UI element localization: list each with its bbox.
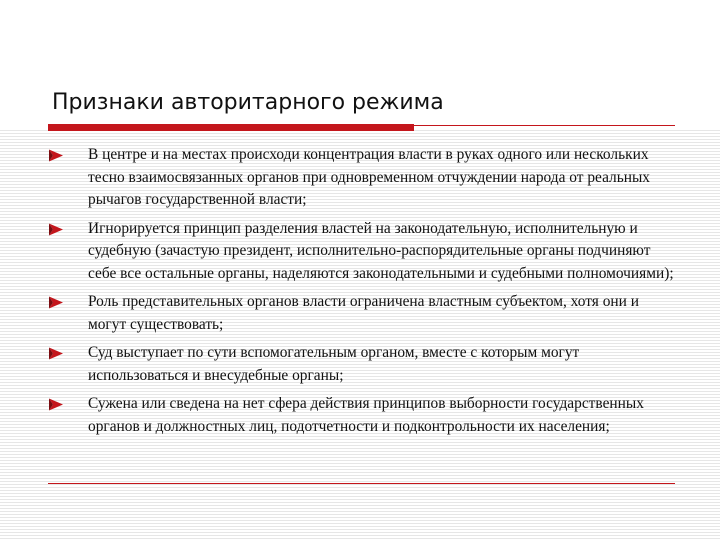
list-item <box>48 393 678 438</box>
list-item <box>48 144 678 212</box>
title-underline-thin <box>414 125 675 126</box>
list-item-text: Роль представительных органов власти ограничена властным субъектом, хотя они и могут существовать; <box>88 293 639 333</box>
arrow-bullet-icon <box>48 149 64 162</box>
arrow-bullet-icon <box>48 398 64 411</box>
arrow-bullet-icon <box>48 347 64 360</box>
list-item <box>48 291 678 336</box>
bullet-list <box>48 144 678 444</box>
title-underline-accent <box>48 124 414 131</box>
list-item-text: Сужена или сведена на нет сфера действия принципов выборности государственных органов и должностных лиц, подотчетности и подконтрольности их населения; <box>88 395 644 435</box>
arrow-bullet-icon <box>48 223 64 236</box>
list-item-text: Суд выступает по сути вспомогательным органом, вместе с которым могут использоваться и внесудебные органы; <box>88 344 580 384</box>
list-item <box>48 342 678 387</box>
slide-title: Признаки авторитарного режима <box>52 90 444 115</box>
list-item-text: Игнорируется принцип разделения властей на законодательную, исполнительную и судебную (зачастую президент, исполнительно-распорядительные органы подчиняют себе все остальные органы, наделяются законодательными и судебными полномочиями); <box>88 219 674 282</box>
footer-divider <box>48 483 675 484</box>
list-item <box>48 218 678 286</box>
list-item-text: В центре и на местах происходи концентрация власти в руках одного или нескольких тесно взаимосвязанных органов при одновременном отчуждении народа от реальных рычагов государственной власти; <box>88 146 651 208</box>
arrow-bullet-icon <box>48 296 64 309</box>
